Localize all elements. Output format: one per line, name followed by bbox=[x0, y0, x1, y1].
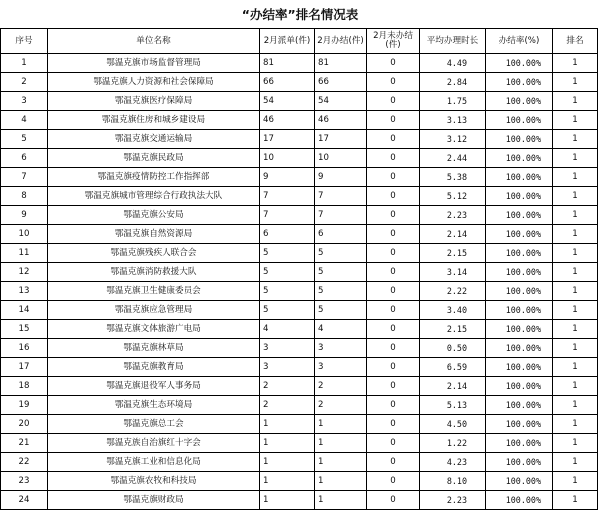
cell-completed: 7 bbox=[315, 206, 367, 225]
cell-rate: 100.00% bbox=[486, 396, 553, 415]
cell-no: 11 bbox=[1, 244, 48, 263]
cell-unit: 鄂温克旗公安局 bbox=[48, 206, 260, 225]
cell-completed: 5 bbox=[315, 301, 367, 320]
cell-completed: 9 bbox=[315, 168, 367, 187]
table-row bbox=[1, 434, 598, 453]
table-row bbox=[1, 130, 598, 149]
header-unit: 单位名称 bbox=[48, 29, 260, 54]
cell-completed: 7 bbox=[315, 187, 367, 206]
cell-no: 2 bbox=[1, 73, 48, 92]
cell-rank: 1 bbox=[553, 263, 598, 282]
cell-avg-time: 0.50 bbox=[420, 339, 486, 358]
cell-rate: 100.00% bbox=[486, 472, 553, 491]
cell-unit: 鄂温克旗交通运输局 bbox=[48, 130, 260, 149]
table-row bbox=[1, 320, 598, 339]
cell-unit: 鄂温克旗住房和城乡建设局 bbox=[48, 111, 260, 130]
cell-rank: 1 bbox=[553, 244, 598, 263]
cell-unit: 鄂温克旗总工会 bbox=[48, 415, 260, 434]
cell-no: 9 bbox=[1, 206, 48, 225]
cell-no: 13 bbox=[1, 282, 48, 301]
cell-dispatched: 7 bbox=[260, 187, 315, 206]
cell-completed: 81 bbox=[315, 54, 367, 73]
cell-unit: 鄂温克旗应急管理局 bbox=[48, 301, 260, 320]
cell-rank: 1 bbox=[553, 187, 598, 206]
table-row bbox=[1, 149, 598, 168]
cell-unit: 鄂温克旗工业和信息化局 bbox=[48, 453, 260, 472]
cell-uncompleted: 0 bbox=[367, 377, 420, 396]
cell-rank: 1 bbox=[553, 472, 598, 491]
cell-uncompleted: 0 bbox=[367, 206, 420, 225]
cell-rate: 100.00% bbox=[486, 301, 553, 320]
cell-uncompleted: 0 bbox=[367, 301, 420, 320]
table-row bbox=[1, 358, 598, 377]
cell-dispatched: 54 bbox=[260, 92, 315, 111]
cell-rate: 100.00% bbox=[486, 339, 553, 358]
cell-rank: 1 bbox=[553, 111, 598, 130]
cell-completed: 1 bbox=[315, 434, 367, 453]
cell-uncompleted: 0 bbox=[367, 187, 420, 206]
table-row bbox=[1, 54, 598, 73]
cell-dispatched: 2 bbox=[260, 377, 315, 396]
cell-dispatched: 66 bbox=[260, 73, 315, 92]
cell-unit: 鄂温克旗财政局 bbox=[48, 491, 260, 510]
cell-no: 21 bbox=[1, 434, 48, 453]
cell-no: 6 bbox=[1, 149, 48, 168]
cell-uncompleted: 0 bbox=[367, 339, 420, 358]
cell-no: 24 bbox=[1, 491, 48, 510]
cell-avg-time: 2.22 bbox=[420, 282, 486, 301]
table-row bbox=[1, 111, 598, 130]
cell-rank: 1 bbox=[553, 225, 598, 244]
cell-unit: 鄂温克旗自然资源局 bbox=[48, 225, 260, 244]
table-row bbox=[1, 187, 598, 206]
cell-rank: 1 bbox=[553, 149, 598, 168]
cell-no: 17 bbox=[1, 358, 48, 377]
cell-unit: 鄂温克旗卫生健康委员会 bbox=[48, 282, 260, 301]
cell-no: 19 bbox=[1, 396, 48, 415]
cell-rank: 1 bbox=[553, 282, 598, 301]
cell-avg-time: 1.75 bbox=[420, 92, 486, 111]
cell-rate: 100.00% bbox=[486, 92, 553, 111]
cell-uncompleted: 0 bbox=[367, 225, 420, 244]
cell-rate: 100.00% bbox=[486, 130, 553, 149]
cell-completed: 2 bbox=[315, 377, 367, 396]
cell-rate: 100.00% bbox=[486, 206, 553, 225]
cell-dispatched: 81 bbox=[260, 54, 315, 73]
cell-uncompleted: 0 bbox=[367, 491, 420, 510]
cell-unit: 鄂温克旗市场监督管理局 bbox=[48, 54, 260, 73]
cell-rate: 100.00% bbox=[486, 54, 553, 73]
cell-rate: 100.00% bbox=[486, 111, 553, 130]
header-no: 序号 bbox=[1, 29, 48, 54]
cell-no: 7 bbox=[1, 168, 48, 187]
cell-no: 10 bbox=[1, 225, 48, 244]
cell-avg-time: 2.84 bbox=[420, 73, 486, 92]
cell-rank: 1 bbox=[553, 453, 598, 472]
cell-uncompleted: 0 bbox=[367, 130, 420, 149]
cell-dispatched: 1 bbox=[260, 453, 315, 472]
cell-dispatched: 5 bbox=[260, 244, 315, 263]
table-row bbox=[1, 453, 598, 472]
cell-dispatched: 3 bbox=[260, 358, 315, 377]
cell-avg-time: 2.14 bbox=[420, 377, 486, 396]
cell-uncompleted: 0 bbox=[367, 54, 420, 73]
cell-avg-time: 5.13 bbox=[420, 396, 486, 415]
cell-rate: 100.00% bbox=[486, 377, 553, 396]
cell-rate: 100.00% bbox=[486, 225, 553, 244]
cell-completed: 3 bbox=[315, 358, 367, 377]
table-row bbox=[1, 301, 598, 320]
cell-no: 15 bbox=[1, 320, 48, 339]
cell-rate: 100.00% bbox=[486, 282, 553, 301]
cell-uncompleted: 0 bbox=[367, 434, 420, 453]
cell-rank: 1 bbox=[553, 168, 598, 187]
cell-dispatched: 4 bbox=[260, 320, 315, 339]
cell-rate: 100.00% bbox=[486, 168, 553, 187]
cell-no: 3 bbox=[1, 92, 48, 111]
cell-rank: 1 bbox=[553, 396, 598, 415]
cell-rank: 1 bbox=[553, 434, 598, 453]
cell-unit: 鄂温克旗人力资源和社会保障局 bbox=[48, 73, 260, 92]
cell-dispatched: 5 bbox=[260, 301, 315, 320]
cell-no: 5 bbox=[1, 130, 48, 149]
cell-dispatched: 3 bbox=[260, 339, 315, 358]
cell-completed: 1 bbox=[315, 491, 367, 510]
cell-dispatched: 7 bbox=[260, 206, 315, 225]
cell-no: 8 bbox=[1, 187, 48, 206]
cell-rank: 1 bbox=[553, 206, 598, 225]
cell-completed: 5 bbox=[315, 263, 367, 282]
cell-rate: 100.00% bbox=[486, 73, 553, 92]
table-header bbox=[1, 29, 598, 54]
cell-no: 16 bbox=[1, 339, 48, 358]
cell-dispatched: 5 bbox=[260, 282, 315, 301]
cell-rank: 1 bbox=[553, 339, 598, 358]
cell-rate: 100.00% bbox=[486, 149, 553, 168]
cell-rank: 1 bbox=[553, 73, 598, 92]
cell-completed: 5 bbox=[315, 244, 367, 263]
page-title: “办结率”排名情况表 bbox=[241, 7, 359, 22]
cell-no: 12 bbox=[1, 263, 48, 282]
cell-uncompleted: 0 bbox=[367, 453, 420, 472]
cell-avg-time: 2.15 bbox=[420, 320, 486, 339]
cell-completed: 66 bbox=[315, 73, 367, 92]
cell-uncompleted: 0 bbox=[367, 168, 420, 187]
cell-rate: 100.00% bbox=[486, 263, 553, 282]
cell-no: 1 bbox=[1, 54, 48, 73]
header-avg-time: 平均办理时长 bbox=[420, 29, 486, 54]
cell-avg-time: 3.40 bbox=[420, 301, 486, 320]
cell-no: 14 bbox=[1, 301, 48, 320]
cell-unit: 鄂温克旗生态环境局 bbox=[48, 396, 260, 415]
cell-completed: 46 bbox=[315, 111, 367, 130]
cell-avg-time: 2.23 bbox=[420, 491, 486, 510]
cell-avg-time: 4.23 bbox=[420, 453, 486, 472]
table-row bbox=[1, 491, 598, 510]
cell-uncompleted: 0 bbox=[367, 415, 420, 434]
cell-rank: 1 bbox=[553, 491, 598, 510]
cell-rate: 100.00% bbox=[486, 358, 553, 377]
cell-no: 18 bbox=[1, 377, 48, 396]
cell-rank: 1 bbox=[553, 301, 598, 320]
cell-unit: 鄂温克族自治旗红十字会 bbox=[48, 434, 260, 453]
cell-rank: 1 bbox=[553, 54, 598, 73]
cell-dispatched: 1 bbox=[260, 434, 315, 453]
cell-dispatched: 6 bbox=[260, 225, 315, 244]
cell-completed: 10 bbox=[315, 149, 367, 168]
cell-no: 4 bbox=[1, 111, 48, 130]
cell-unit: 鄂温克旗林草局 bbox=[48, 339, 260, 358]
cell-unit: 鄂温克旗教育局 bbox=[48, 358, 260, 377]
table-row bbox=[1, 396, 598, 415]
cell-completed: 1 bbox=[315, 415, 367, 434]
cell-dispatched: 9 bbox=[260, 168, 315, 187]
cell-completed: 5 bbox=[315, 282, 367, 301]
cell-dispatched: 46 bbox=[260, 111, 315, 130]
cell-completed: 2 bbox=[315, 396, 367, 415]
table-row bbox=[1, 225, 598, 244]
cell-uncompleted: 0 bbox=[367, 73, 420, 92]
cell-completed: 17 bbox=[315, 130, 367, 149]
header-rank: 排名 bbox=[553, 29, 598, 54]
ranking-table bbox=[0, 28, 598, 510]
table-row bbox=[1, 206, 598, 225]
cell-unit: 鄂温克旗民政局 bbox=[48, 149, 260, 168]
table-row bbox=[1, 92, 598, 111]
cell-uncompleted: 0 bbox=[367, 472, 420, 491]
table-row bbox=[1, 339, 598, 358]
cell-rank: 1 bbox=[553, 358, 598, 377]
cell-uncompleted: 0 bbox=[367, 282, 420, 301]
cell-uncompleted: 0 bbox=[367, 396, 420, 415]
cell-rank: 1 bbox=[553, 377, 598, 396]
cell-uncompleted: 0 bbox=[367, 358, 420, 377]
cell-uncompleted: 0 bbox=[367, 149, 420, 168]
table-row bbox=[1, 282, 598, 301]
cell-rate: 100.00% bbox=[486, 434, 553, 453]
cell-unit: 鄂温克旗消防救援大队 bbox=[48, 263, 260, 282]
cell-uncompleted: 0 bbox=[367, 111, 420, 130]
cell-dispatched: 10 bbox=[260, 149, 315, 168]
cell-dispatched: 1 bbox=[260, 491, 315, 510]
cell-no: 23 bbox=[1, 472, 48, 491]
cell-avg-time: 3.14 bbox=[420, 263, 486, 282]
cell-dispatched: 1 bbox=[260, 472, 315, 491]
table-body bbox=[1, 54, 598, 510]
cell-avg-time: 6.59 bbox=[420, 358, 486, 377]
cell-rate: 100.00% bbox=[486, 491, 553, 510]
cell-unit: 鄂温克旗农牧和科技局 bbox=[48, 472, 260, 491]
cell-no: 22 bbox=[1, 453, 48, 472]
cell-dispatched: 5 bbox=[260, 263, 315, 282]
cell-rank: 1 bbox=[553, 130, 598, 149]
cell-avg-time: 2.15 bbox=[420, 244, 486, 263]
cell-avg-time: 4.49 bbox=[420, 54, 486, 73]
cell-rank: 1 bbox=[553, 320, 598, 339]
cell-avg-time: 2.23 bbox=[420, 206, 486, 225]
cell-unit: 鄂温克旗医疗保障局 bbox=[48, 92, 260, 111]
cell-dispatched: 2 bbox=[260, 396, 315, 415]
cell-completed: 3 bbox=[315, 339, 367, 358]
cell-dispatched: 1 bbox=[260, 415, 315, 434]
cell-rate: 100.00% bbox=[486, 187, 553, 206]
cell-avg-time: 5.12 bbox=[420, 187, 486, 206]
cell-unit: 鄂温克旗残疾人联合会 bbox=[48, 244, 260, 263]
cell-no: 20 bbox=[1, 415, 48, 434]
cell-avg-time: 2.44 bbox=[420, 149, 486, 168]
table-row bbox=[1, 73, 598, 92]
cell-unit: 鄂温克旗文体旅游广电局 bbox=[48, 320, 260, 339]
header-rate: 办结率(%) bbox=[486, 29, 553, 54]
cell-avg-time: 3.12 bbox=[420, 130, 486, 149]
cell-unit: 鄂温克旗疫情防控工作指挥部 bbox=[48, 168, 260, 187]
cell-rate: 100.00% bbox=[486, 320, 553, 339]
table-row bbox=[1, 168, 598, 187]
header-uncompleted: 2月未办结(件) bbox=[367, 29, 420, 54]
cell-avg-time: 1.22 bbox=[420, 434, 486, 453]
cell-unit: 鄂温克旗退役军人事务局 bbox=[48, 377, 260, 396]
cell-uncompleted: 0 bbox=[367, 320, 420, 339]
cell-uncompleted: 0 bbox=[367, 263, 420, 282]
table-row bbox=[1, 377, 598, 396]
cell-rank: 1 bbox=[553, 415, 598, 434]
cell-rate: 100.00% bbox=[486, 453, 553, 472]
cell-uncompleted: 0 bbox=[367, 244, 420, 263]
cell-avg-time: 2.14 bbox=[420, 225, 486, 244]
cell-completed: 54 bbox=[315, 92, 367, 111]
table-row bbox=[1, 415, 598, 434]
cell-rank: 1 bbox=[553, 92, 598, 111]
cell-avg-time: 8.10 bbox=[420, 472, 486, 491]
cell-unit: 鄂温克旗城市管理综合行政执法大队 bbox=[48, 187, 260, 206]
cell-avg-time: 4.50 bbox=[420, 415, 486, 434]
cell-completed: 6 bbox=[315, 225, 367, 244]
header-dispatched: 2月派单(件) bbox=[260, 29, 315, 54]
cell-completed: 1 bbox=[315, 453, 367, 472]
cell-rate: 100.00% bbox=[486, 244, 553, 263]
cell-completed: 1 bbox=[315, 472, 367, 491]
cell-avg-time: 3.13 bbox=[420, 111, 486, 130]
cell-uncompleted: 0 bbox=[367, 92, 420, 111]
cell-avg-time: 5.38 bbox=[420, 168, 486, 187]
cell-dispatched: 17 bbox=[260, 130, 315, 149]
cell-rate: 100.00% bbox=[486, 415, 553, 434]
table-row bbox=[1, 263, 598, 282]
cell-completed: 4 bbox=[315, 320, 367, 339]
header-completed: 2月办结(件) bbox=[315, 29, 367, 54]
table-row bbox=[1, 244, 598, 263]
